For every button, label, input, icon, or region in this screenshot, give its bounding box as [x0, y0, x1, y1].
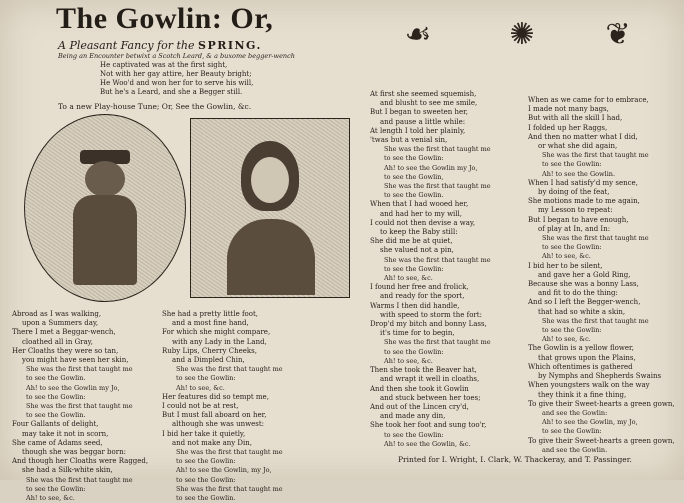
verse-line: cloathed all in Gray,: [22, 337, 93, 346]
verse-line: they think it a fine thing,: [538, 390, 627, 399]
verse-line: There I met a Beggar-wench,: [12, 328, 116, 337]
verse-line: Ah! to see, &c.: [176, 383, 225, 392]
verse-line: When as we came for to embrace,: [528, 96, 649, 104]
verse-line: by doing of the feat,: [538, 188, 610, 197]
verse-line: of play at In, and In:: [538, 224, 611, 233]
verse-line: Ah! to see the Gowlin my Jo,: [26, 383, 120, 392]
woodcut-scotch-laird: [24, 114, 186, 302]
verse-line: When that I had wooed her,: [370, 200, 469, 209]
verse-line: I found her free and frolick,: [370, 283, 469, 292]
subtitle-emph: SPRING.: [198, 39, 262, 52]
ballad-title: The Gowlin: Or,: [56, 2, 274, 35]
verse-column-4: [528, 96, 684, 455]
verse-line: Ah! to see, &c.: [384, 356, 433, 365]
verse-line: upon a Summers day,: [22, 319, 99, 328]
verse-line: And so I left the Begger-wench,: [528, 298, 641, 307]
verse-line: Ah! to see the Gowlin, my Jo,: [542, 418, 638, 427]
verse-line: and fit to do the thing:: [538, 289, 618, 298]
verse-line: And though her Cloaths were Ragged,: [12, 457, 149, 466]
verse-line: She came of Adams seed,: [12, 438, 103, 447]
verse-line: she had a Silk-white skin,: [22, 466, 113, 475]
verse-line: with any Lady in the Land,: [172, 337, 267, 346]
verse-line: to see the Gowlin:: [542, 427, 602, 436]
verse-line: and see the Gowlin:: [542, 408, 608, 417]
verse-line: She was the first that taught me: [26, 402, 133, 411]
verse-line: I made not many bags,: [528, 105, 609, 114]
verse-line: Her Cloaths they were so tan,: [12, 346, 119, 355]
verse-line: you might have seen her skin,: [22, 356, 129, 365]
verse-line: to see the Gowlin:: [176, 475, 236, 484]
verse-line: But I began to have enough,: [528, 215, 629, 224]
verse-line: to keep the Baby still:: [380, 228, 458, 237]
verse-line: that had so white a skin,: [538, 307, 626, 316]
subtitle-text: A Pleasant Fancy for the: [58, 39, 195, 52]
flower-ornament-icon: ✺: [509, 16, 535, 52]
verse-line: or what she did again,: [538, 142, 618, 151]
verse-line: Which oftentimes is gathered: [528, 362, 633, 371]
verse-line: 'twas but a venial sin,: [370, 136, 448, 145]
verse-line: I could not then devise a way,: [370, 218, 476, 227]
verse-line: At first she seemed squemish,: [370, 90, 477, 98]
verse-line: I bid her to be silent,: [528, 261, 603, 270]
verse-line: And then no matter what I did,: [528, 132, 638, 141]
verse-line: Ah! to see the Gowlin my Jo,: [384, 163, 478, 172]
verse-line: to see the Gowlin:: [542, 160, 602, 169]
verse-line: And then she took it Gowlin: [370, 384, 469, 393]
verse-line: although she was unwest:: [172, 420, 265, 429]
verse-column-2: [162, 310, 342, 503]
verse-line: may take it not in scorn,: [22, 429, 109, 438]
verse-line: and see the Gowlin.: [542, 445, 608, 454]
intro-line: Not with her gay attire, her Beauty bright;: [100, 70, 252, 78]
verse-line: Ah! to see the Gowlin.: [542, 169, 616, 178]
verse-line: to see the Gowlin.: [176, 494, 236, 503]
verse-line: to see the Gowlin,: [384, 172, 444, 181]
tune-line: To a new Play-house Tune; Or, See the Gowlin, &c.: [58, 102, 252, 111]
verse-line: She was the first that taught me: [176, 448, 283, 457]
verse-line: But I began to sweeten her,: [370, 108, 468, 117]
verse-line: to see the Gowlin:: [176, 374, 236, 383]
verse-line: But with all the skill I had,: [528, 114, 623, 123]
ballad-description: Being an Encounter betwixt a Scotch Leard, & a buxome begger-wench: [58, 52, 295, 60]
verse-line: and a most fine hand,: [172, 319, 249, 328]
verse-line: and pause a little while:: [380, 117, 466, 126]
verse-line: my Lesson to repeat:: [538, 206, 613, 215]
verse-line: Because she was a bonny Lass,: [528, 280, 639, 289]
ballad-subtitle: [58, 39, 262, 52]
verse-line: to see the Gowlin:: [384, 154, 444, 163]
verse-line: to see the Gowlin:: [542, 243, 602, 252]
verse-line: to see the Gowlin.: [384, 191, 444, 200]
intro-line: He Woo'd and won her for to serve his will,: [100, 79, 254, 87]
verse-line: She was the first that taught me: [384, 182, 491, 191]
verse-line: Then she took the Beaver hat,: [370, 366, 477, 375]
verse-line: with speed to storm the fort:: [380, 310, 482, 319]
verse-line: though she was beggar born:: [22, 448, 126, 457]
verse-line: She motions made to me again,: [528, 197, 640, 206]
verse-line: to see the Gowlin.: [26, 374, 86, 383]
verse-line: Four Gallants of delight,: [12, 420, 99, 429]
verse-line: she valued not a pin,: [380, 246, 454, 255]
verse-line: She was the first that taught me: [542, 234, 649, 243]
verse-line: She took her foot and sung too'r,: [370, 421, 487, 430]
verse-line: and ready for the sport,: [380, 292, 465, 301]
verse-line: She was the first that taught me: [176, 365, 283, 374]
verse-line: To give their Sweet-hearts a green gown,: [528, 399, 675, 408]
verse-line: But I must fall aboard on her,: [162, 411, 267, 420]
verse-line: To give their Sweet-hearts a green gown,: [528, 436, 675, 445]
verse-line: She was the first that taught me: [542, 316, 649, 325]
verse-line: At length I told her plainly,: [370, 126, 466, 135]
verse-line: Ah! to see, &c.: [542, 252, 591, 261]
verse-line: and made any din,: [380, 412, 446, 421]
verse-line: that grows upon the Plains,: [538, 353, 636, 362]
verse-column-3: [370, 90, 530, 449]
verse-line: For which she might compare,: [162, 328, 271, 337]
verse-line: and wrapt it well in cloaths,: [380, 375, 480, 384]
verse-line: and stuck between her toes;: [380, 393, 481, 402]
woodcut-begger-wench: [190, 118, 350, 298]
verse-line: Abroad as I was walking,: [12, 310, 102, 318]
verse-line: to see the Gowlin:: [26, 392, 86, 401]
verse-line: and had her to my will,: [380, 209, 463, 218]
verse-line: She did me be at quiet,: [370, 237, 453, 246]
verse-line: Ah! to see, &c.: [384, 274, 433, 283]
verse-line: She was the first that taught me: [26, 475, 133, 484]
verse-line: When youngsters walk on the way: [528, 381, 650, 390]
verse-line: to see the Gowlin:: [176, 457, 236, 466]
verse-line: to see the Gowlin:: [384, 430, 444, 439]
verse-line: by Nymphs and Shepherds Swains: [538, 372, 662, 381]
verse-line: And out of the Lincen cry'd,: [370, 402, 469, 411]
verse-line: to see the Gowlin:: [384, 347, 444, 356]
intro-line: But he's a Leard, and she a Begger still.: [100, 88, 243, 96]
verse-line: and a Dimpled Chin,: [172, 356, 245, 365]
verse-line: to see the Gowlin:: [384, 264, 444, 273]
verse-line: Ah! to see, &c.: [26, 494, 75, 503]
verse-line: She was the first that taught me: [176, 484, 283, 493]
verse-line: She was the first that taught me: [26, 365, 133, 374]
verse-line: and gave her a Gold Ring,: [538, 270, 631, 279]
verse-line: and not make any Din,: [172, 438, 253, 447]
verse-line: I bid her take it quietly,: [162, 429, 246, 438]
verse-line: Ah! to see, &c.: [542, 335, 591, 344]
intro-verse: [100, 61, 300, 97]
verse-line: She was the first that taught me: [542, 151, 649, 160]
verse-line: The Gowlin is a yellow flower,: [528, 344, 634, 353]
printer-imprint: Printed for I. Wright, I. Clark, W. Thackeray, and T. Passinger.: [398, 455, 632, 464]
verse-line: Her features did so tempt me,: [162, 392, 269, 401]
verse-line: I folded up her Raggs,: [528, 123, 608, 132]
verse-line: Ah! to see the Gowlin, my Jo,: [176, 466, 272, 475]
verse-column-1: [12, 310, 157, 503]
verse-line: Ruby Lips, Cherry Cheeks,: [162, 346, 257, 355]
verse-line: She had a pretty little foot,: [162, 310, 259, 318]
verse-line: to see the Gowlin:: [26, 484, 86, 493]
verse-line: Ah! to see the Gowlin, &c.: [384, 439, 471, 448]
verse-line: to see the Gowlin:: [542, 326, 602, 335]
verse-line: Drop'd my bitch and bonny Lass,: [370, 320, 487, 329]
figure-ornament-icon: ☙: [404, 16, 432, 52]
verse-line: and blusht to see me smile,: [380, 99, 478, 108]
verse-line: it's time for to begin,: [380, 329, 455, 338]
verse-line: Warms I then did handle,: [370, 301, 460, 310]
verse-line: to see the Gowlin.: [26, 411, 86, 420]
verse-line: I could not be at rest,: [162, 402, 239, 411]
verse-line: She was the first that taught me: [384, 338, 491, 347]
intro-line: He captivated was at the first sight,: [100, 61, 228, 69]
verse-line: She was the first that taught me: [384, 145, 491, 154]
verse-line: She was the first that taught me: [384, 255, 491, 264]
verse-line: When I had satisfy'd my sence,: [528, 178, 638, 187]
figure-ornament-icon: ❦: [605, 16, 631, 52]
